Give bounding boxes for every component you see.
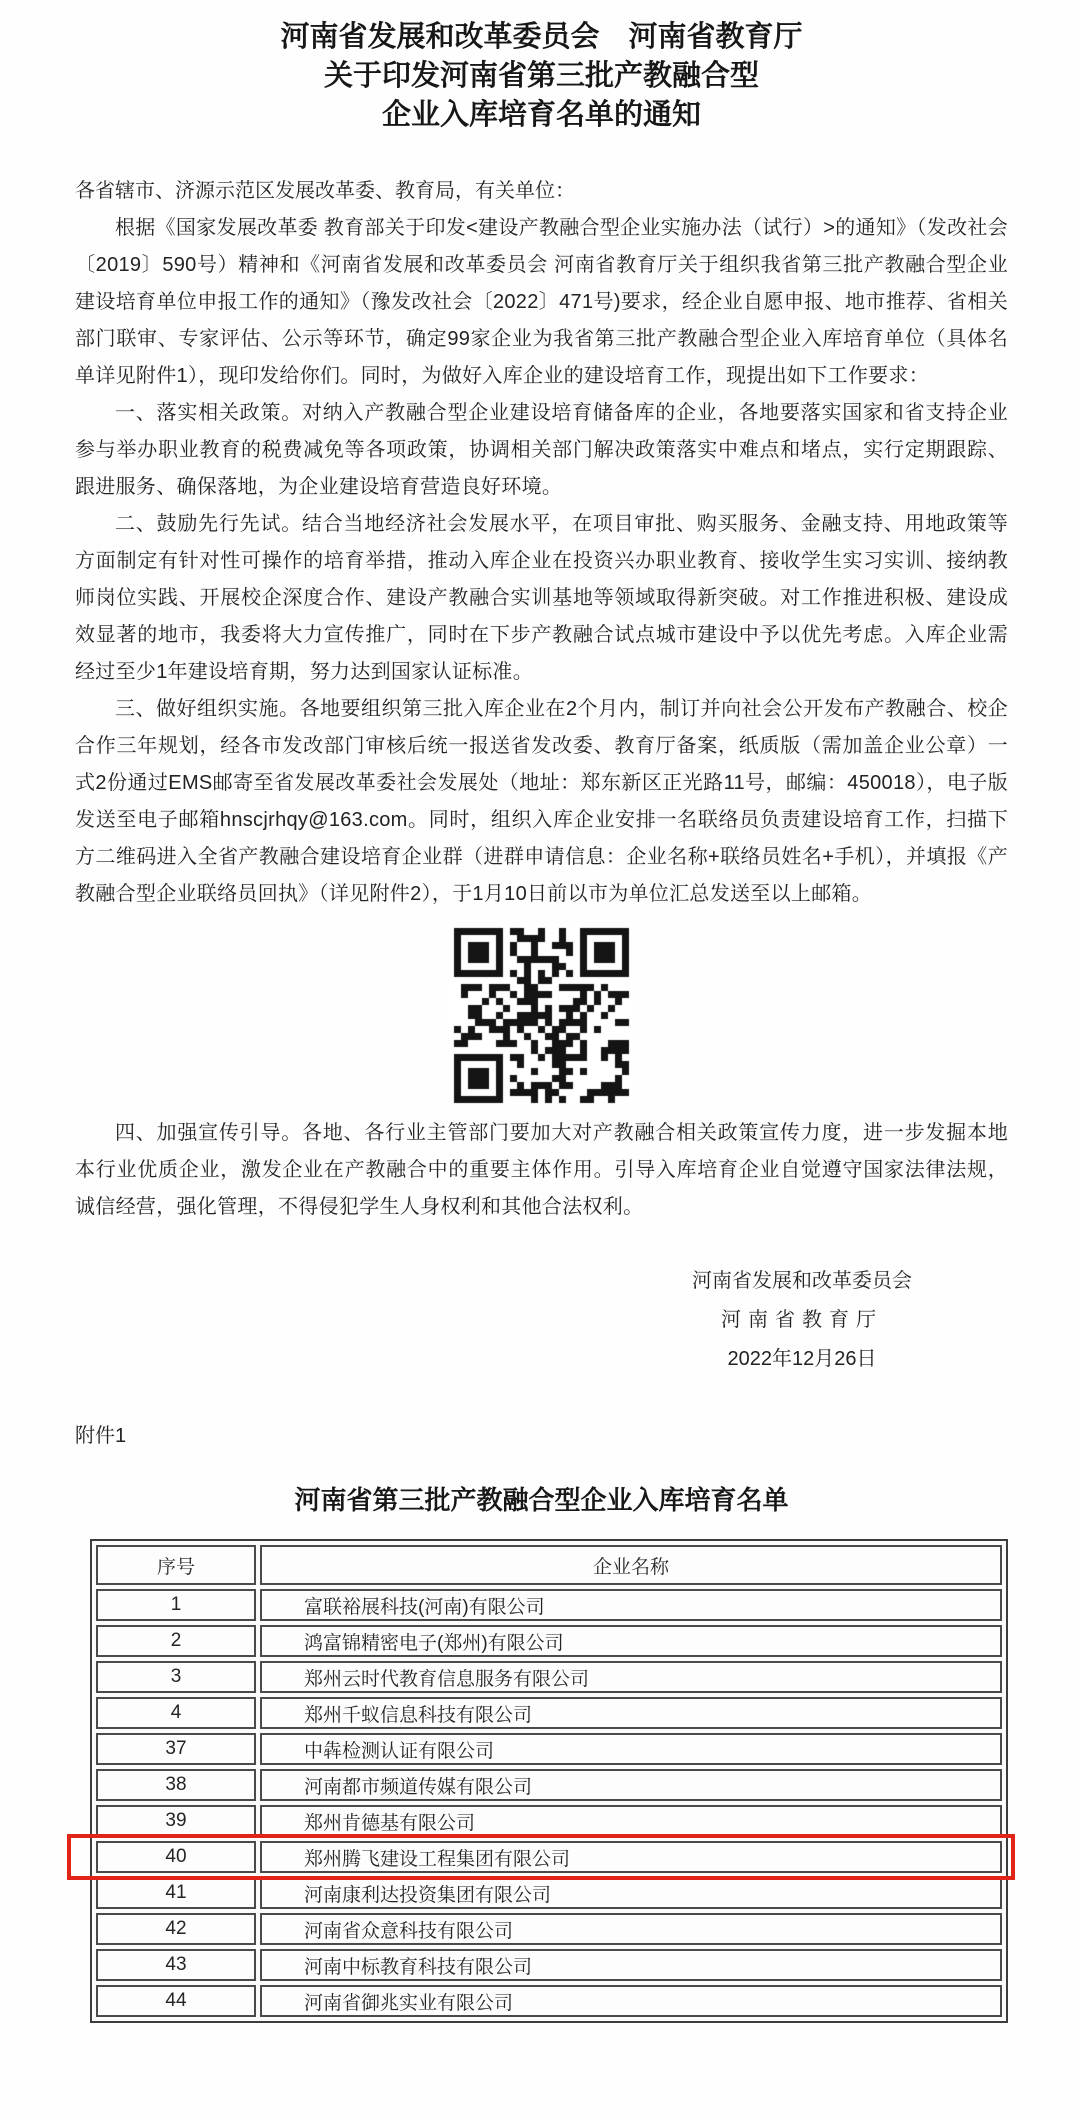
signature-org2: 河南省教育厅: [721, 1309, 883, 1331]
table-cell-name: 富联裕展科技(河南)有限公司: [260, 1589, 1002, 1621]
column-header-no: 序号: [96, 1545, 256, 1585]
paragraph-item-2: 二、鼓励先行先试。结合当地经济社会发展水平，在项目审批、购买服务、金融支持、用地政策等方面制定有针对性可操作的培育举措，推动入库企业在投资兴办职业教育、接收学生实习实训、接纳教师岗位实践、开展校企深度合作、建设产教融合实训基地等领域取得新突破。对工作推进积极、建设成效显著的地市，我委将大力宣传推广，同时在下步产教融合试点城市建设中予以优先考虑。入库企业需经过至少1年建设培育期，努力达到国家认证标准。: [75, 513, 1008, 683]
document-title: [75, 18, 1008, 135]
document-title-line1: 河南省发展和改革委员会 河南省教育厅: [280, 21, 803, 53]
qr-code-block: [75, 923, 1008, 1113]
table-cell-name: 郑州千蚁信息科技有限公司: [260, 1697, 1002, 1729]
qr-code-icon: [449, 923, 634, 1108]
attachment-label: 附件1: [75, 1425, 127, 1447]
table-row: [96, 1661, 1002, 1693]
paragraph-item-3: 三、做好组织实施。各地要组织第三批入库企业在2个月内，制订并向社会公开发布产教融合、校企合作三年规划，经各市发改部门审核后统一报送省发改委、教育厅备案，纸质版（需加盖企业公章）一式2份通过EMS邮寄至省发展改革委社会发展处（地址：郑东新区正光路11号，邮编：450018），电子版发送至电子邮箱hnscjrhqy@163.com。同时，组织入库企业安排一名联络员负责建设培育工作，扫描下方二维码进入全省产教融合建设培育企业群（进群申请信息：企业名称+联络员姓名+手机），并填报《产教融合型企业联络员回执》（详见附件2），于1月10日前以市为单位汇总发送至以上邮箱。: [75, 698, 1008, 905]
table-cell-name: 郑州肯德基有限公司: [260, 1805, 1002, 1837]
salutation-line: 各省辖市、济源示范区发展改革委、教育局，有关单位：: [75, 180, 575, 202]
signature-date: 2022年12月26日: [727, 1348, 877, 1370]
table-row: [96, 1589, 1002, 1621]
table-row: [96, 1769, 1002, 1801]
table-cell-name: 河南都市频道传媒有限公司: [260, 1769, 1002, 1801]
table-cell-name: 河南省御兆实业有限公司: [260, 1985, 1002, 2017]
company-table: [90, 1539, 1008, 2023]
table-cell-no: 40: [96, 1841, 256, 1873]
table-cell-no: 37: [96, 1733, 256, 1765]
table-row: [96, 1625, 1002, 1657]
table-cell-name: 郑州云时代教育信息服务有限公司: [260, 1661, 1002, 1693]
table-cell-name: 中犇检测认证有限公司: [260, 1733, 1002, 1765]
table-cell-no: 42: [96, 1913, 256, 1945]
company-table-container: [90, 1539, 1008, 2023]
signature-block: [692, 1262, 912, 1379]
paragraph-item-1: 一、落实相关政策。对纳入产教融合型企业建设培育储备库的企业，各地要落实国家和省支持企业参与举办职业教育的税费减免等各项政策，协调相关部门解决政策落实中难点和堵点，实行定期跟踪、跟进服务、确保落地，为企业建设培育营造良好环境。: [75, 402, 1008, 498]
table-cell-no: 1: [96, 1589, 256, 1621]
signature-org1: 河南省发展和改革委员会: [692, 1270, 912, 1292]
table-cell-no: 3: [96, 1661, 256, 1693]
table-cell-name: 河南康利达投资集团有限公司: [260, 1877, 1002, 1909]
table-cell-no: 39: [96, 1805, 256, 1837]
table-row: [96, 1733, 1002, 1765]
table-cell-no: 43: [96, 1949, 256, 1981]
table-row: [96, 1841, 1002, 1873]
column-header-name: 企业名称: [260, 1545, 1002, 1585]
table-cell-no: 4: [96, 1697, 256, 1729]
document-title-line2: 关于印发河南省第三批产教融合型: [323, 60, 759, 92]
table-cell-name: 河南中标教育科技有限公司: [260, 1949, 1002, 1981]
table-cell-no: 2: [96, 1625, 256, 1657]
table-row: [96, 1805, 1002, 1837]
paragraph-basis: 根据《国家发展改革委 教育部关于印发<建设产教融合型企业实施办法（试行）>的通知》（发改社会〔2019〕590号）精神和《河南省发展和改革委员会 河南省教育厅关于组织我省第三批产教融合型企业建设培育单位申报工作的通知》（豫发改社会〔2022〕471号)要求，经企业自愿申报、地市推荐、省相关部门联审、专家评估、公示等环节，确定99家企业为我省第三批产教融合型企业入库培育单位（具体名单详见附件1），现印发给你们。同时，为做好入库企业的建设培育工作，现提出如下工作要求：: [75, 217, 1008, 387]
table-cell-no: 41: [96, 1877, 256, 1909]
table-row: [96, 1949, 1002, 1981]
paragraph-item-4: 四、加强宣传引导。各地、各行业主管部门要加大对产教融合相关政策宣传力度，进一步发掘本地本行业优质企业，激发企业在产教融合中的重要主体作用。引导入库培育企业自觉遵守国家法律法规，诚信经营，强化管理，不得侵犯学生人身权利和其他合法权利。: [75, 1122, 1008, 1218]
table-row: [96, 1985, 1002, 2017]
table-cell-name: 河南省众意科技有限公司: [260, 1913, 1002, 1945]
table-row: [96, 1877, 1002, 1909]
table-row: [96, 1697, 1002, 1729]
attachment-table-title: 河南省第三批产教融合型企业入库培育名单: [294, 1485, 789, 1515]
document-title-line3: 企业入库培育名单的通知: [381, 99, 701, 131]
table-cell-name: 鸿富锦精密电子(郑州)有限公司: [260, 1625, 1002, 1657]
table-cell-name: 郑州腾飞建设工程集团有限公司: [260, 1841, 1002, 1873]
table-cell-no: 44: [96, 1985, 256, 2017]
table-row: [96, 1913, 1002, 1945]
table-cell-no: 38: [96, 1769, 256, 1801]
table-header-row: [96, 1545, 1002, 1585]
